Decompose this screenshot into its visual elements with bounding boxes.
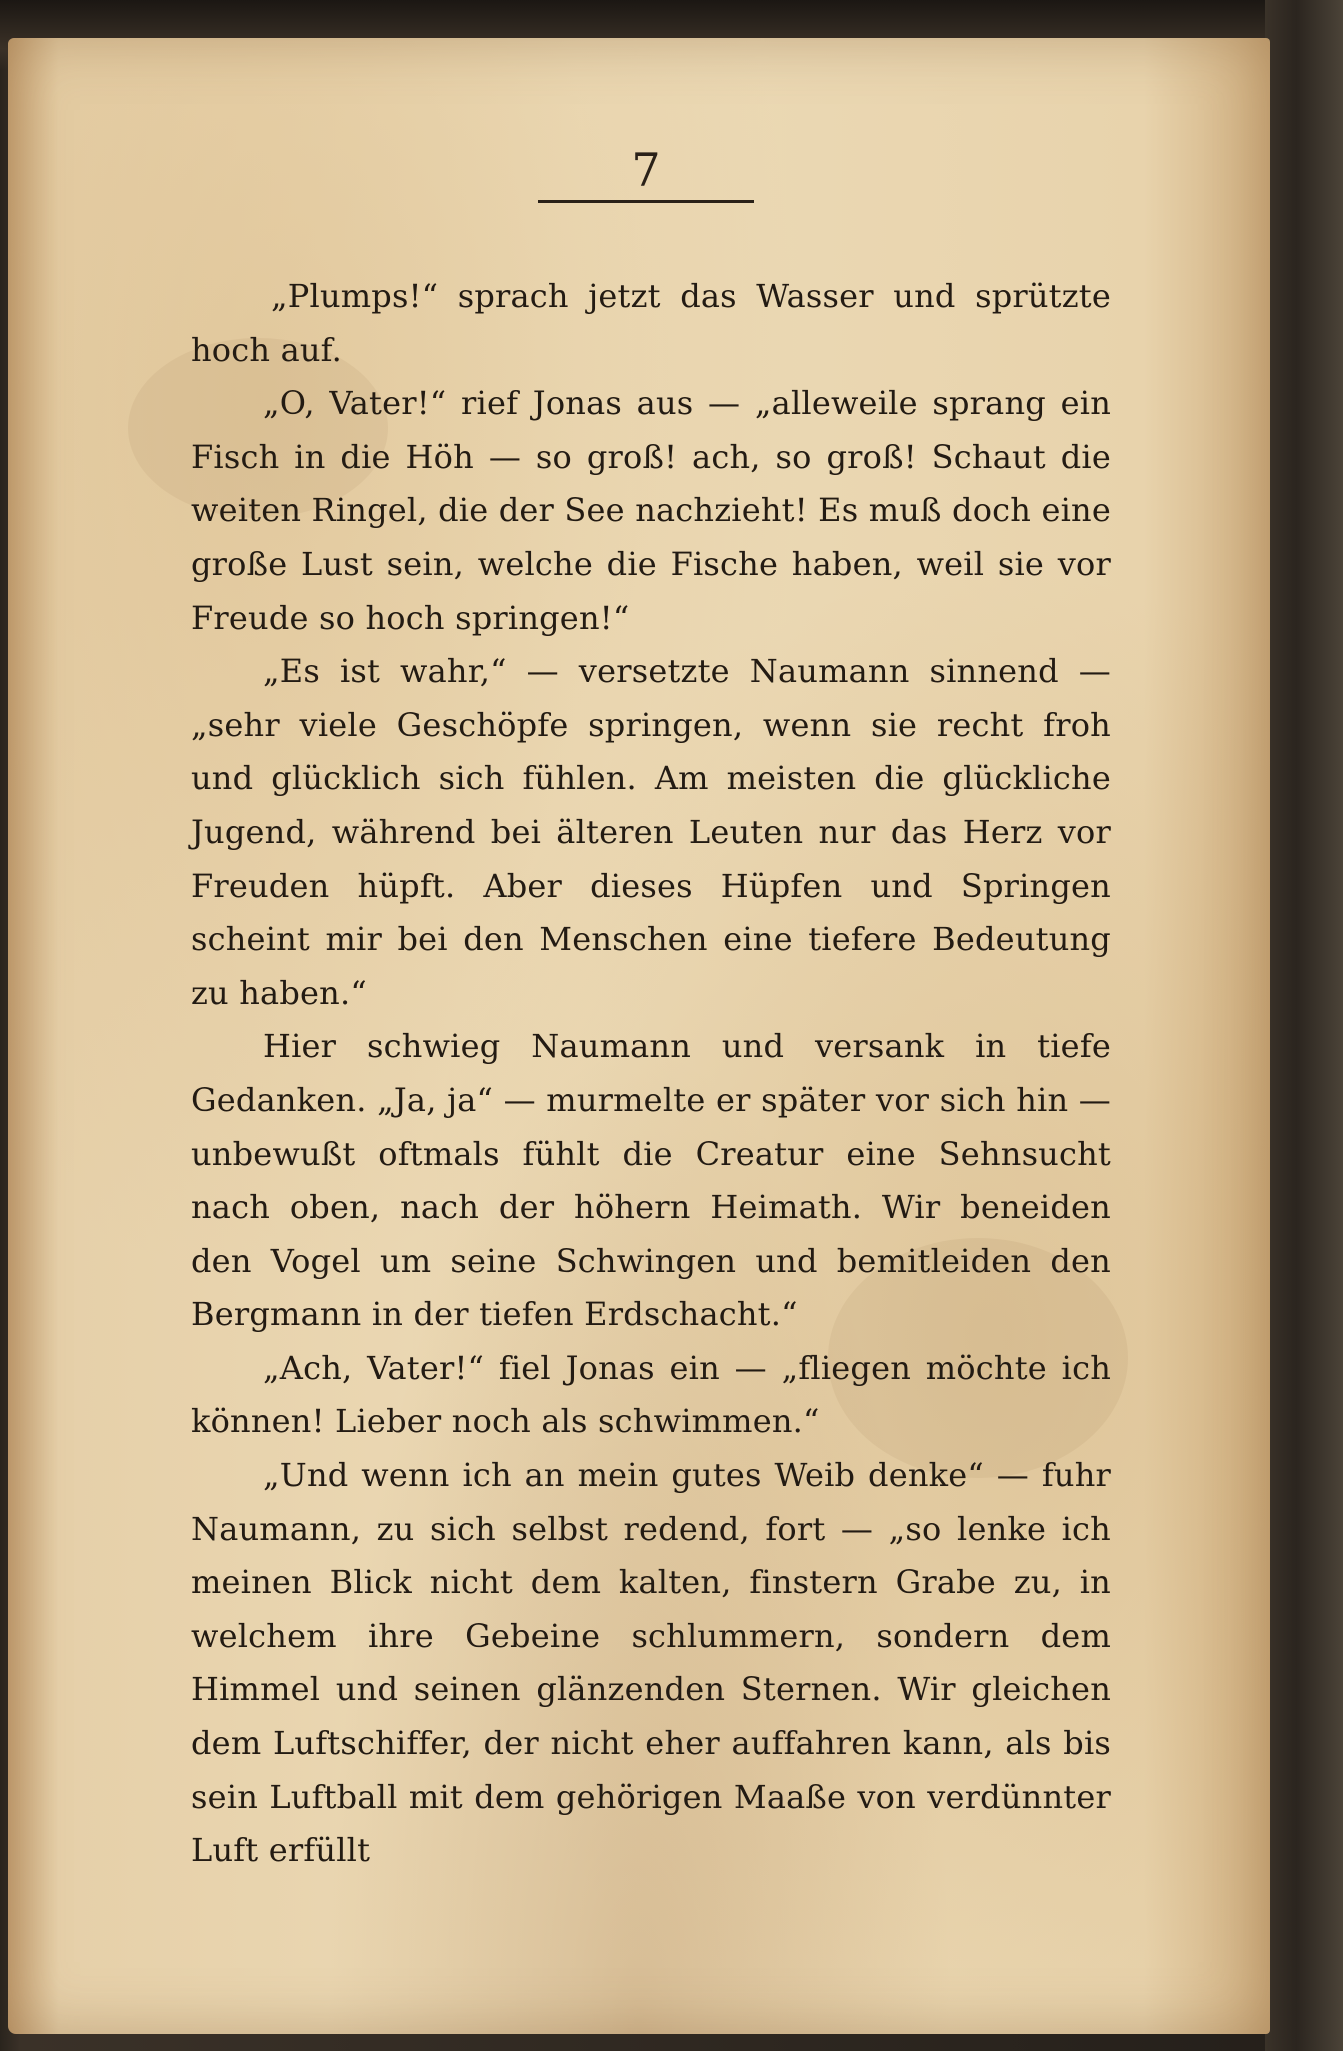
body-text: [191, 270, 1111, 1878]
page-number: 7: [631, 143, 661, 197]
book-cover-edge: [1265, 0, 1343, 2051]
paragraph: „Plumps!“ sprach jetzt das Wasser und sprützte hoch auf.: [191, 277, 1111, 369]
paragraph: „Ach, Vater!“ fiel Jonas ein — „fliegen möchte ich können! Lieber noch als schwimmen.“: [191, 1348, 1111, 1441]
paragraph: „Es ist wahr,“ — versetzte Naumann sinnend — „sehr viele Geschöpfe springen, wenn sie recht froh und glücklich sich fühlen. Am meisten die glückliche Jugend, während bei älteren Leuten nur das Herz vor Freuden hüpft. Aber dieses Hüpfen und Springen scheint mir bei den Menschen eine tiefere Bedeutung zu haben.“: [191, 652, 1111, 1012]
paragraph: „O, Vater!“ rief Jonas aus — „alleweile sprang ein Fisch in die Höh — so groß! ach, so groß! Schaut die weiten Ringel, die der See nachzieht! Es muß doch eine große Lust sein, welche die Fische haben, weil sie vor Freude so hoch springen!“: [191, 384, 1111, 637]
paragraph: „Und wenn ich an mein gutes Weib denke“ — fuhr Naumann, zu sich selbst redend, fort — „so lenke ich meinen Blick nicht dem kalten, finstern Grabe zu, in welchem ihre Gebeine schlummern, sondern dem Himmel und seinen glänzenden Sternen. Wir gleichen dem Luftschiffer, der nicht eher auffahren kann, als bis sein Luftball mit dem gehörigen Maaße von verdünnter Luft erfüllt: [191, 1456, 1111, 1870]
book-page: [8, 38, 1270, 2034]
header-rule: [538, 200, 754, 203]
paragraph: Hier schwieg Naumann und versank in tiefe Gedanken. „Ja, ja“ — murmelte er später vor sich hin — unbewußt oftmals fühlt die Creatur eine Sehnsucht nach oben, nach der höhern Heimath. Wir beneiden den Vogel um seine Schwingen und bemitleiden den Bergmann in der tiefen Erdschacht.“: [191, 1027, 1111, 1334]
